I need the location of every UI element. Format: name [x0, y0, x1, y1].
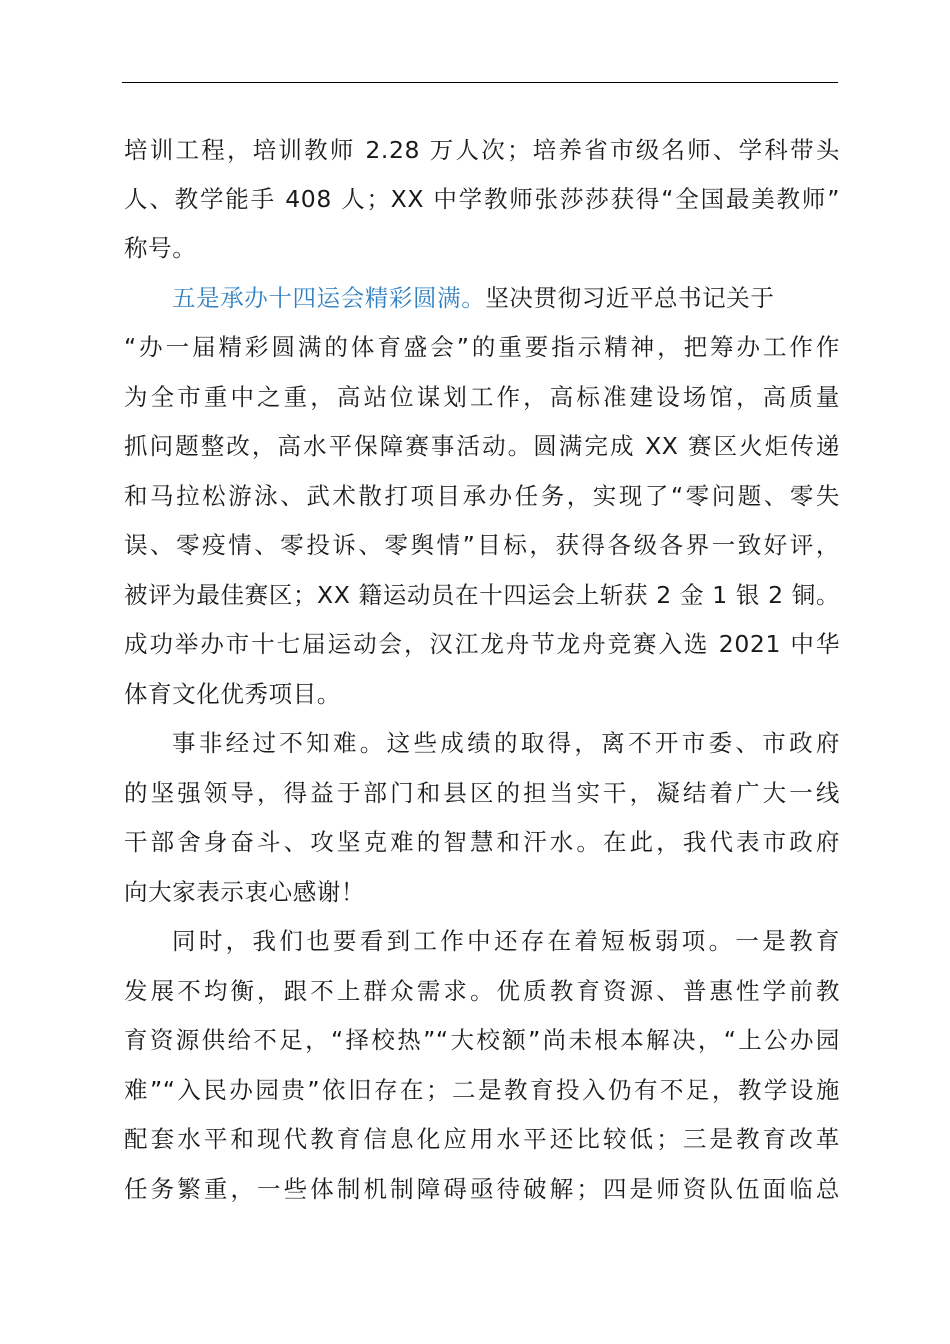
text-line: 误、零疫情、零投诉、零舆情”目标，获得各级各界一致好评， [124, 531, 840, 559]
text-line: 被评为最佳赛区；XX 籍运动员在十四运会上斩获 2 金 1 银 2 铜。 [124, 581, 840, 609]
text-line: 发展不均衡，跟不上群众需求。优质教育资源、普惠性学前教 [124, 977, 840, 1005]
text-line: 事非经过不知难。这些成绩的取得，离不开市委、市政府 [172, 729, 840, 757]
text-line: 培训工程，培训教师 2.28 万人次；培养省市级名师、学科带头 [124, 136, 840, 164]
text-line: 体育文化优秀项目。 [124, 680, 341, 708]
text-line: 向大家表示衷心感谢！ [124, 878, 365, 906]
text-line: 配套水平和现代教育信息化应用水平还比较低；三是教育改革 [124, 1125, 840, 1153]
text-line: 同时，我们也要看到工作中还存在着短板弱项。一是教育 [172, 927, 840, 955]
text-line: 人、教学能手 408 人；XX 中学教师张莎莎获得“全国最美教师” [124, 185, 840, 213]
text-line: 育资源供给不足，“择校热”“大校额”尚未根本解决，“上公办园 [124, 1026, 840, 1054]
text-line: 成功举办市十七届运动会，汉江龙舟节龙舟竞赛入选 2021 中华 [124, 630, 840, 658]
text-line: 任务繁重，一些体制机制障碍亟待破解；四是师资队伍面临总 [124, 1175, 840, 1203]
text-line: 难”“入民办园贵”依旧存在；二是教育投入仍有不足，教学设施 [124, 1076, 840, 1104]
text-line: 坚决贯彻习近平总书记关于 [485, 284, 775, 312]
text-line: 为全市重中之重，高站位谋划工作，高标准建设场馆，高质量 [124, 383, 840, 411]
paragraph-line-with-heading [172, 273, 840, 323]
text-line: 的坚强领导，得益于部门和县区的担当实干，凝结着广大一线 [124, 779, 840, 807]
text-line: “办一届精彩圆满的体育盛会”的重要指示精神，把筹办工作作 [124, 333, 840, 361]
section-heading: 五是承办十四运会精彩圆满。 [172, 284, 486, 312]
text-line: 称号。 [124, 234, 197, 262]
header-rule [122, 82, 838, 83]
text-line: 和马拉松游泳、武术散打项目承办任务，实现了“零问题、零失 [124, 482, 840, 510]
text-line: 干部舍身奋斗、攻坚克难的智慧和汗水。在此，我代表市政府 [124, 828, 840, 856]
text-line: 抓问题整改，高水平保障赛事活动。圆满完成 XX 赛区火炬传递 [124, 432, 840, 460]
